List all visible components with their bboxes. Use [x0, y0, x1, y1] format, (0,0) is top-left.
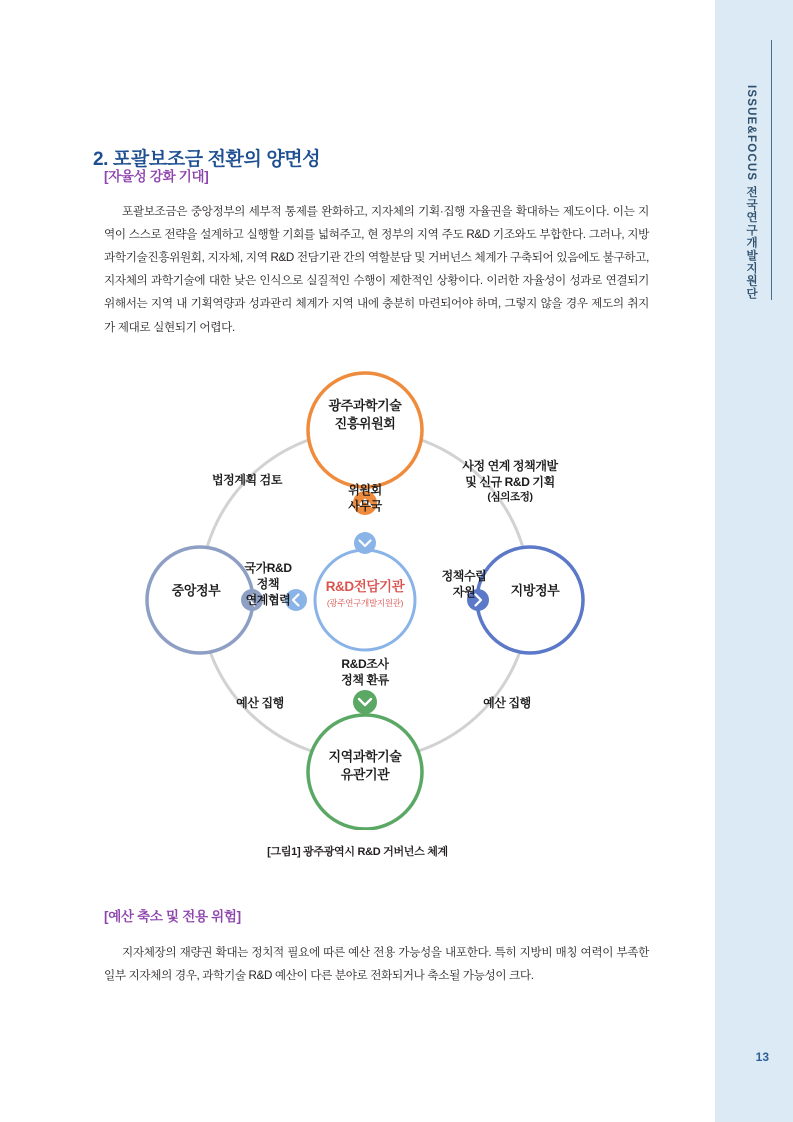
chevron-down-bottom-badge — [353, 690, 377, 714]
outer-label-top-right — [430, 458, 590, 505]
outer-label-bottom-right: 예산 집행 — [483, 696, 531, 710]
outer-label-bottom-left: 예산 집행 — [236, 696, 284, 710]
governance-diagram — [130, 360, 600, 830]
node-label-right: 지방정부 — [510, 583, 560, 598]
page-number: 13 — [755, 1050, 769, 1064]
node-bottom-line1: 지역과학기술 — [328, 749, 402, 764]
body-paragraph-2 — [104, 941, 649, 987]
body-paragraph-1 — [104, 200, 649, 339]
inner-right-line2: 자원 — [452, 585, 476, 600]
inner-label-bottom — [285, 656, 445, 688]
node-bottom-line2: 유관기관 — [340, 766, 390, 782]
inner-label-right — [418, 568, 510, 600]
subheading-budget-risk: [예산 축소 및 전용 위험] — [104, 909, 241, 924]
outer-top-right-line2: 및 신규 R&D 기획 — [465, 475, 555, 490]
inner-left-line1: 국가R&D — [244, 561, 292, 575]
subheading-autonomy: [자율성 강화 기대] — [104, 169, 209, 184]
figure-caption: [그림1] 광주광역시 R&D 거버넌스 체계 — [267, 846, 448, 858]
node-label-bottom — [290, 748, 440, 783]
node-center-subtitle: (광주연구개발지원관) — [326, 598, 404, 609]
inner-bottom-line2: 정책 환류 — [341, 673, 389, 688]
inner-top-line1: 위원회 — [348, 483, 382, 497]
outer-top-right-line1: 사정 연계 정책개발 — [462, 459, 558, 473]
inner-bottom-line1: R&D조사 — [341, 657, 389, 671]
sidebar-rule — [771, 40, 772, 300]
inner-left-line3: 연계협력 — [245, 593, 291, 608]
page-title: 2. 포괄보조금 전환의 양면성 — [93, 148, 321, 170]
outer-label-top-left: 법정계획 검토 — [211, 473, 283, 487]
node-top-line1: 광주과학기술 — [328, 398, 402, 413]
inner-left-line2: 정책 — [256, 577, 280, 592]
inner-label-left — [222, 560, 314, 609]
inner-right-line1: 정책수립 — [441, 569, 487, 583]
node-top-line2: 진흥위원회 — [334, 415, 396, 431]
paragraph-1-text: 포괄보조금은 중앙정부의 세부적 통제를 완화하고, 지자체의 기획·집행 자율권을 확대하는 제도이다. 이는 지역이 스스로 전략을 설계하고 실행할 기회를 넓혀주고, 현 정부의 지역 주도 R&D 기조와도 부합한다. 그러나, 지방과학기술진흥위원회, 지자체, 지역 R&D 전담기관 간의 역할분담 및 거버넌스 체계가 구축되어 있음에도 불구하고, 지자체의 과학기술에 대한 낮은 인식으로 실질적인 수행이 제한적인 상황이다. 이러한 자율성이 성과로 연결되기 위해서는 지역 내 기획역량과 성과관리 체계가 지역 내에 충분히 마련되어야 하며, 그렇지 않을 경우 제도의 취지가 제대로 실현되기 어렵다. — [104, 204, 649, 334]
chevron-down-center-top-badge — [354, 532, 376, 554]
sidebar-strip — [715, 0, 793, 1122]
node-label-left: 중앙정부 — [171, 583, 221, 598]
inner-top-line2: 사무국 — [348, 499, 382, 514]
paragraph-2-text: 지자체장의 재량권 확대는 정치적 필요에 따른 예산 전용 가능성을 내포한다. 특히 지방비 매칭 여력이 부족한 일부 지자체의 경우, 과학기술 R&D 예산이 다른 분야로 전화되거나 축소될 가능성이 크다. — [104, 945, 649, 982]
node-center-title: R&D전담기관 — [325, 579, 405, 594]
sidebar-vertical-title: ISSUE&FOCUS 전국연구개발지원단 — [745, 85, 757, 300]
outer-top-right-line3: (심의조정) — [487, 491, 533, 504]
node-label-top — [290, 397, 440, 432]
